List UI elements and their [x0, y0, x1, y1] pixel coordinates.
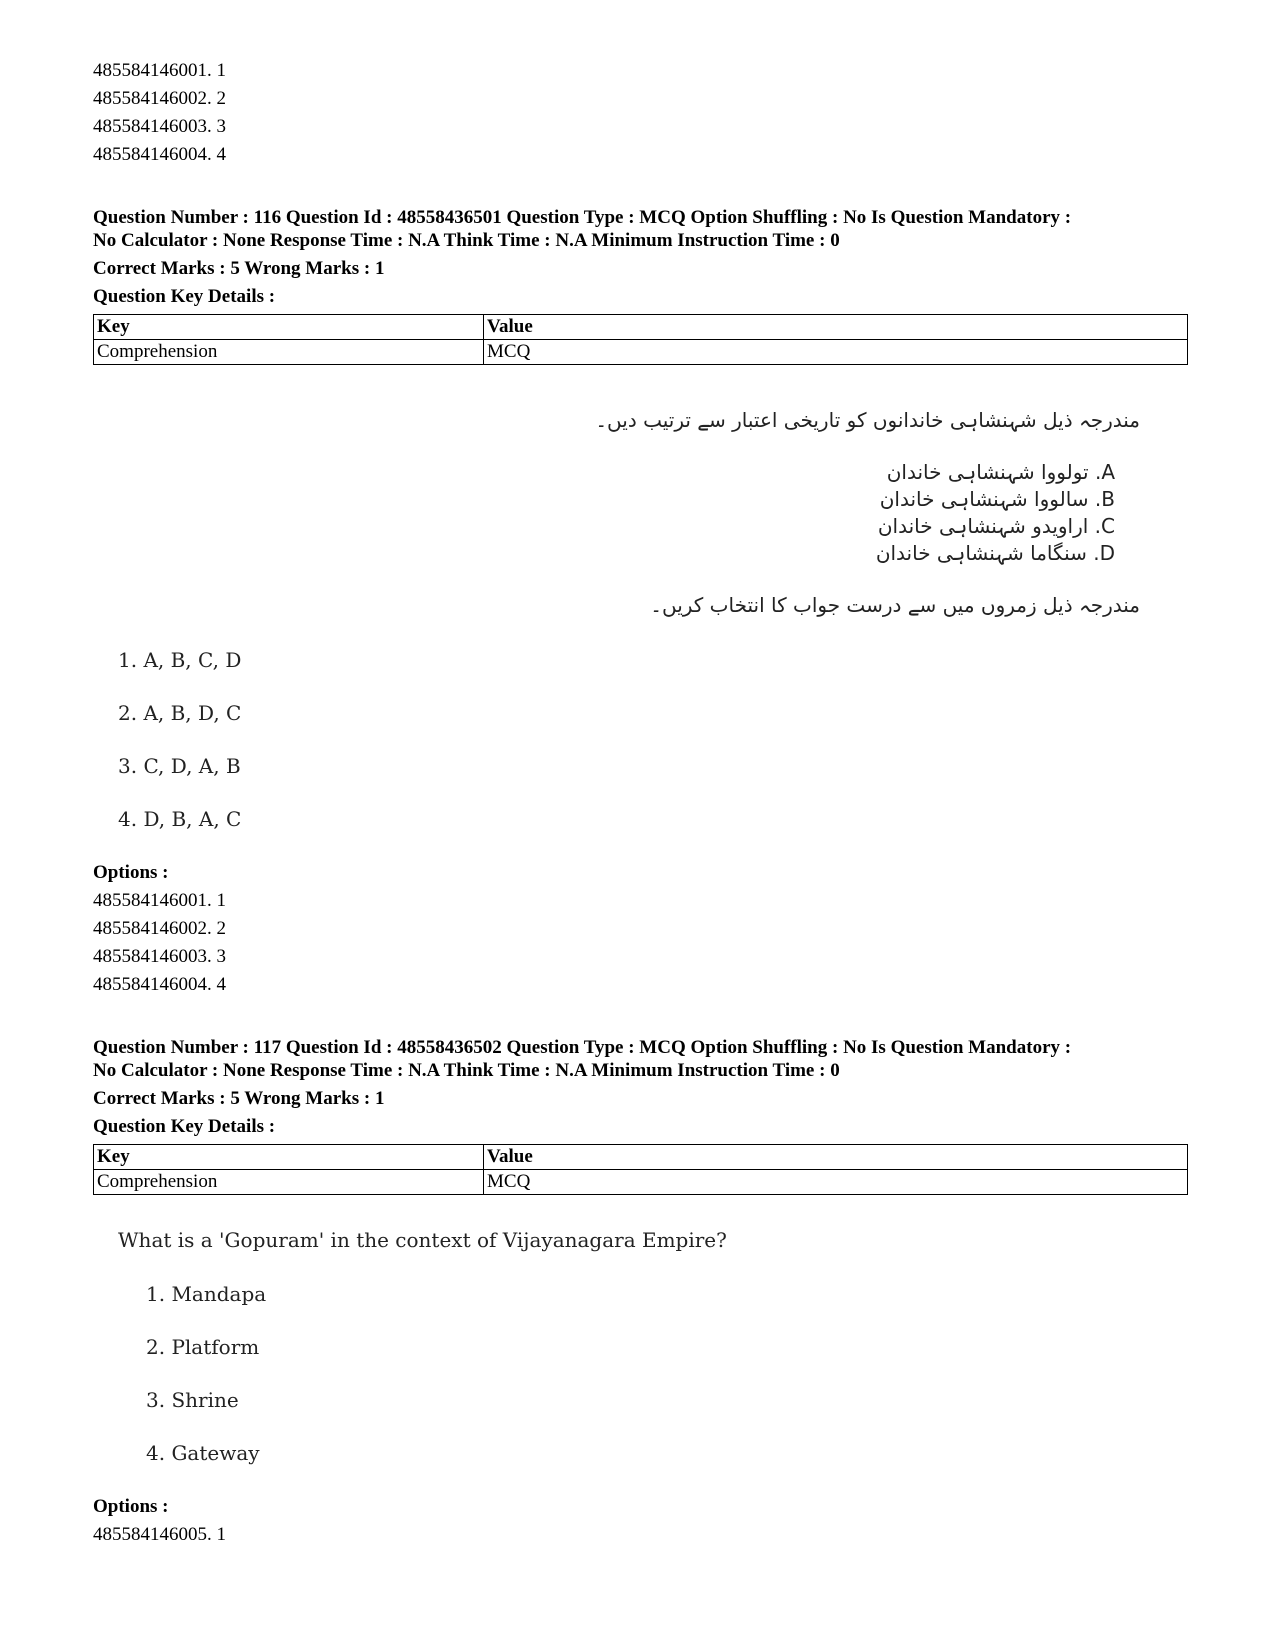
- q116-option-4: 485584146004. 4: [93, 974, 226, 995]
- key-header: Key: [94, 315, 484, 340]
- q116-choice-1: 1. A, B, C, D: [118, 648, 242, 672]
- value-header: Value: [484, 1145, 1188, 1170]
- q116-instruction-urdu: مندرجہ ذیل زمروں میں سے درست جواب کا انتخاب کریں۔: [650, 593, 1140, 617]
- q116-question-urdu: مندرجہ ذیل شہنشاہی خاندانوں کو تاریخی اعتبار سے ترتیب دیں۔: [595, 408, 1140, 432]
- q117-choice-2: 2. Platform: [146, 1335, 260, 1359]
- q117-key-details-label: Question Key Details :: [93, 1116, 276, 1137]
- prev-option-3: 485584146003. 3: [93, 116, 226, 137]
- key-cell: Comprehension: [94, 1170, 484, 1195]
- q117-key-table: [93, 1144, 1188, 1195]
- q117-choice-4: 4. Gateway: [146, 1441, 260, 1465]
- q117-question: What is a 'Gopuram' in the context of Vijayanagara Empire?: [118, 1228, 727, 1252]
- prev-option-2: 485584146002. 2: [93, 88, 226, 109]
- q116-item-d: D. سنگاما شہنشاہی خاندان: [875, 541, 1115, 565]
- q116-option-1: 485584146001. 1: [93, 890, 226, 911]
- q116-item-a: A. تولووا شہنشاہی خاندان: [886, 460, 1115, 484]
- q117-marks: Correct Marks : 5 Wrong Marks : 1: [93, 1088, 385, 1109]
- q116-options-label: Options :: [93, 862, 169, 883]
- value-cell: MCQ: [484, 1170, 1188, 1195]
- q117-choice-1: 1. Mandapa: [146, 1282, 267, 1306]
- q117-header-line1: Question Number : 117 Question Id : 48558436502 Question Type : MCQ Option Shuffling : No Is Question Mandatory :: [93, 1037, 1072, 1058]
- q116-key-table: [93, 314, 1188, 365]
- q116-option-3: 485584146003. 3: [93, 946, 226, 967]
- q116-header-line2: No Calculator : None Response Time : N.A Think Time : N.A Minimum Instruction Time : 0: [93, 230, 840, 251]
- q116-key-details-label: Question Key Details :: [93, 286, 276, 307]
- q116-item-c: C. اراویدو شہنشاہی خاندان: [877, 514, 1115, 538]
- q117-header-line2: No Calculator : None Response Time : N.A Think Time : N.A Minimum Instruction Time : 0: [93, 1060, 840, 1081]
- q116-choice-3: 3. C, D, A, B: [118, 754, 241, 778]
- prev-option-4: 485584146004. 4: [93, 144, 226, 165]
- q117-option-1: 485584146005. 1: [93, 1524, 226, 1545]
- q116-marks: Correct Marks : 5 Wrong Marks : 1: [93, 258, 385, 279]
- q116-choice-4: 4. D, B, A, C: [118, 807, 242, 831]
- key-cell: Comprehension: [94, 340, 484, 365]
- q116-choice-2: 2. A, B, D, C: [118, 701, 242, 725]
- value-header: Value: [484, 315, 1188, 340]
- q116-item-b: B. سالووا شہنشاہی خاندان: [879, 487, 1115, 511]
- q116-header-line1: Question Number : 116 Question Id : 48558436501 Question Type : MCQ Option Shuffling : No Is Question Mandatory :: [93, 207, 1072, 228]
- value-cell: MCQ: [484, 340, 1188, 365]
- q117-choice-3: 3. Shrine: [146, 1388, 239, 1412]
- q117-options-label: Options :: [93, 1496, 169, 1517]
- prev-option-1: 485584146001. 1: [93, 60, 226, 81]
- q116-option-2: 485584146002. 2: [93, 918, 226, 939]
- key-header: Key: [94, 1145, 484, 1170]
